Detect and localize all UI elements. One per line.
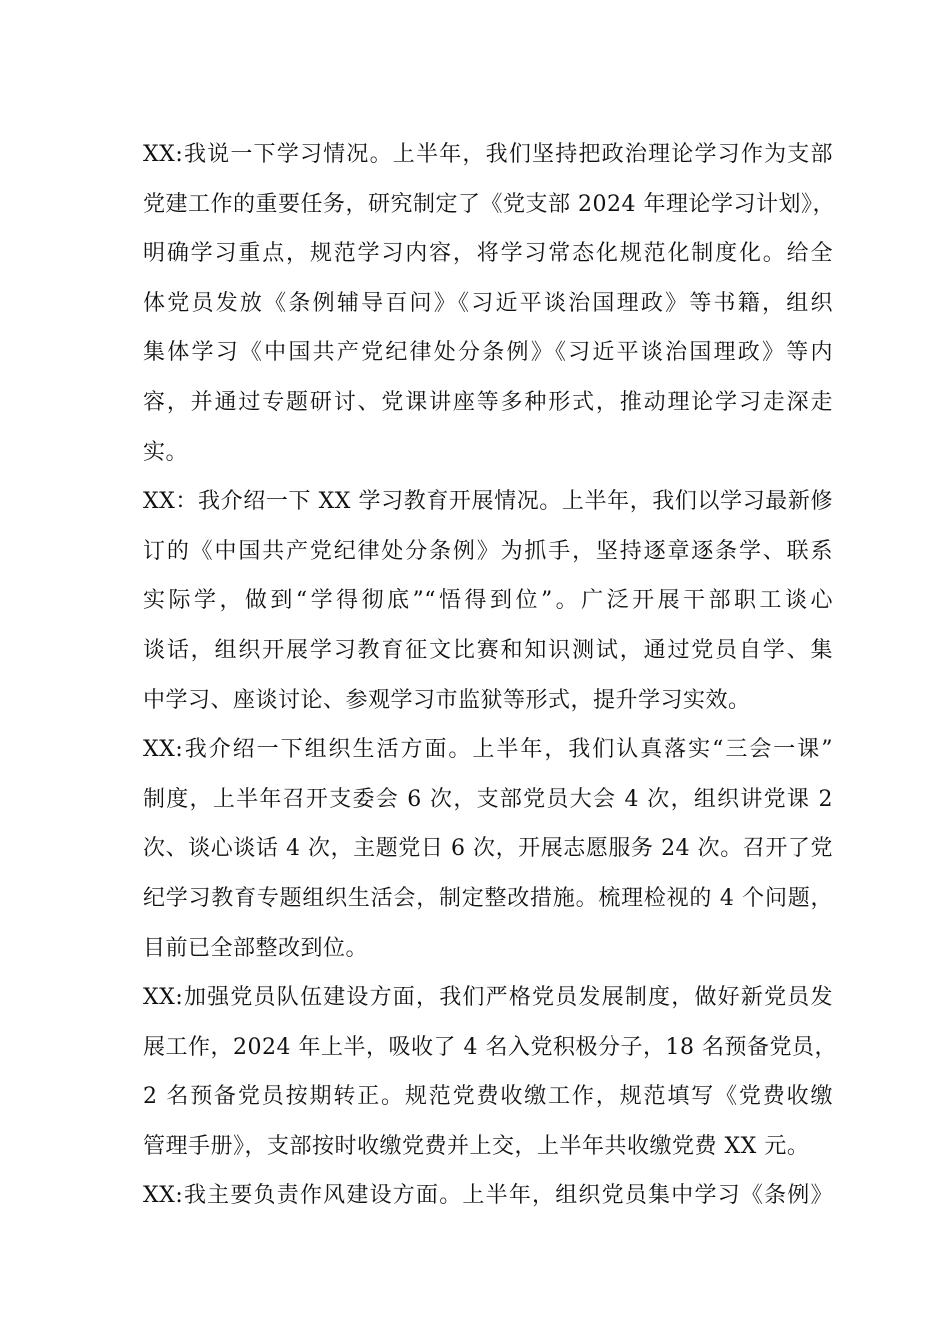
text-line: 谈话，组织开展学习教育征文比赛和知识测试，通过党员自学、集	[143, 637, 833, 663]
text-line: 纪学习教育专题组织生活会，制定整改措施。梳理检视的 4 个问题，	[143, 885, 833, 911]
paragraph-work-style	[143, 1171, 833, 1221]
text-line: 2 名预备党员按期转正。规范党费收缴工作，规范填写《党费收缴	[143, 1084, 833, 1110]
text-line: 管理手册》，支部按时收缴党费并上交，上半年共收缴党费 XX 元。	[143, 1133, 810, 1159]
text-line: XX：我介绍一下 XX 学习教育开展情况。上半年，我们以学习最新修	[143, 489, 833, 515]
text-line: 明确学习重点，规范学习内容，将学习常态化规范化制度化。给全	[143, 241, 833, 267]
text-line: 目前已全部整改到位。	[143, 935, 369, 961]
text-line: 实。	[143, 439, 189, 465]
paragraph-education-activities	[143, 477, 833, 725]
text-line: 制度，上半年召开支委会 6 次，支部党员大会 4 次，组织讲党课 2	[143, 786, 833, 812]
paragraph-study-situation	[143, 130, 833, 477]
text-line: 党建工作的重要任务，研究制定了《党支部 2024 年理论学习计划》，	[143, 191, 835, 217]
text-line: XX:我介绍一下组织生活方面。上半年，我们认真落实“三会一课”	[143, 737, 833, 763]
text-line: XX:我主要负责作风建设方面。上半年，组织党员集中学习《条例》	[143, 1183, 833, 1209]
text-line: 集体学习《中国共产党纪律处分条例》《习近平谈治国理政》等内	[143, 340, 833, 366]
text-line: 体党员发放《条例辅导百问》《习近平谈治国理政》等书籍，组织	[143, 290, 833, 316]
text-line: XX:加强党员队伍建设方面，我们严格党员发展制度，做好新党员发	[143, 985, 833, 1011]
paragraph-team-building	[143, 973, 837, 1171]
text-line: 展工作，2024 年上半，吸收了 4 名入党积极分子，18 名预备党员，	[143, 1034, 837, 1060]
text-line: 中学习、座谈讨论、参观学习市监狱等形式，提升学习实效。	[143, 687, 751, 713]
text-line: XX:我说一下学习情况。上半年，我们坚持把政治理论学习作为支部	[143, 142, 833, 167]
paragraph-organization-life	[143, 725, 833, 973]
document-body	[143, 130, 837, 1221]
text-line: 次、谈心谈话 4 次，主题党日 6 次，开展志愿服务 24 次。召开了党	[143, 836, 833, 862]
text-line: 容，并通过专题研讨、党课讲座等多种形式，推动理论学习走深走	[143, 389, 833, 415]
text-line: 实际学，做到“学得彻底”“悟得到位”。广泛开展干部职工谈心	[143, 588, 833, 614]
text-line: 订的《中国共产党纪律处分条例》为抓手，坚持逐章逐条学、联系	[143, 538, 833, 564]
